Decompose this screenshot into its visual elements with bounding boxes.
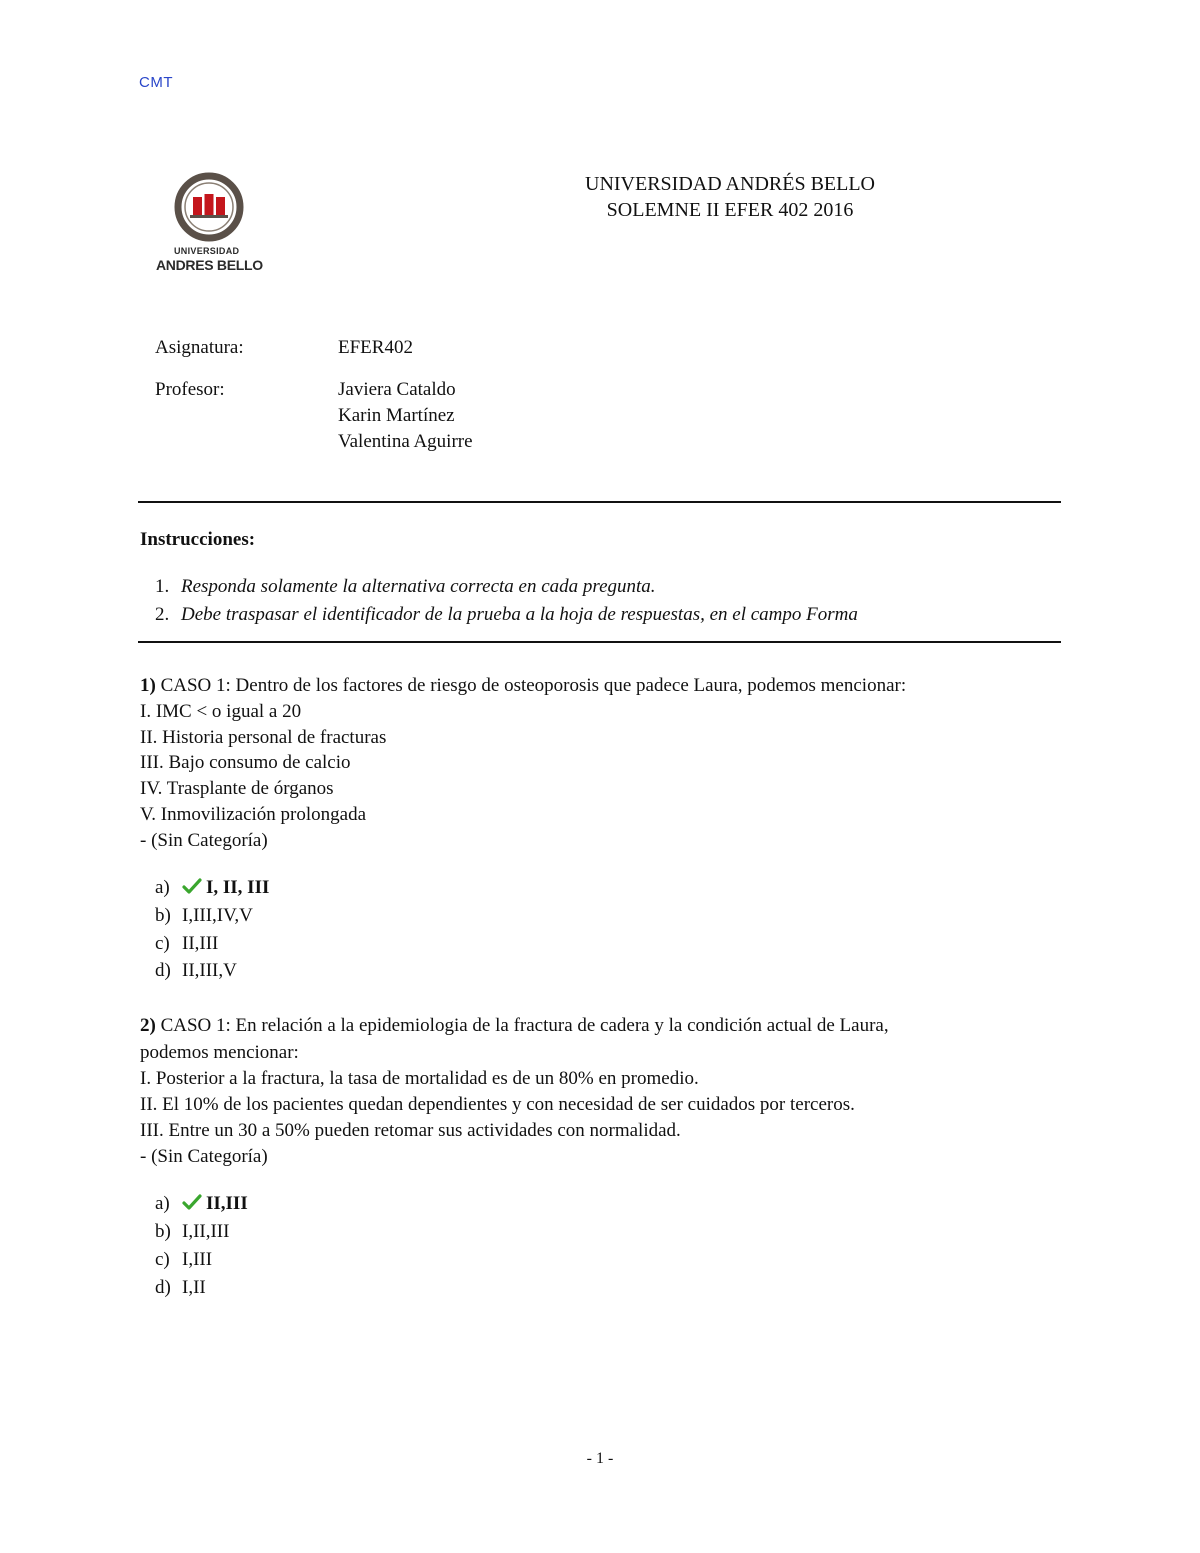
option-letter: c)	[155, 933, 170, 954]
option-letter: d)	[155, 960, 171, 981]
check-icon	[182, 1194, 202, 1210]
answer-option	[155, 1249, 212, 1271]
logo-line-2: ANDRES BELLO	[156, 257, 263, 273]
option-text: I,III	[182, 1249, 213, 1270]
question-1-category: - (Sin Categoría)	[140, 830, 268, 851]
teacher-name: Valentina Aguirre	[338, 431, 473, 452]
university-logo	[152, 170, 267, 275]
instruction-text: Responda solamente la alternativa correcta en cada pregunta.	[181, 576, 656, 597]
answer-option-correct	[155, 877, 269, 899]
exam-title: SOLEMNE II EFER 402 2016	[606, 199, 854, 221]
question-2-statement: III. Entre un 30 a 50% pueden retomar sus actividades con normalidad.	[140, 1120, 681, 1141]
question-1-statement: V. Inmovilización prolongada	[140, 804, 367, 825]
question-2-category: - (Sin Categoría)	[140, 1146, 268, 1167]
question-1-statement: IV. Trasplante de órganos	[140, 778, 334, 799]
header-mark: CMT	[139, 74, 173, 91]
page-number: - 1 -	[586, 1450, 614, 1467]
question-2-statement: II. El 10% de los pacientes quedan dependientes y con necesidad de ser cuidados por terceros.	[140, 1094, 855, 1115]
instruction-item	[155, 604, 858, 626]
instruction-number: 2.	[155, 604, 170, 625]
answer-option	[155, 933, 218, 955]
question-1-stem	[140, 675, 906, 697]
question-1-statement: III. Bajo consumo de calcio	[140, 752, 351, 773]
university-name: UNIVERSIDAD ANDRÉS BELLO	[585, 173, 875, 195]
check-icon	[182, 878, 202, 894]
question-2-stem-cont: podemos mencionar:	[140, 1042, 299, 1063]
question-1-statement: I. IMC < o igual a 20	[140, 701, 302, 722]
subject-label: Asignatura:	[155, 337, 244, 358]
question-number: 2)	[140, 1015, 156, 1036]
option-letter: d)	[155, 1277, 171, 1298]
question-2-statement: I. Posterior a la fractura, la tasa de mortalidad es de un 80% en promedio.	[140, 1068, 699, 1089]
teacher-name: Karin Martínez	[338, 405, 455, 426]
answer-option	[155, 905, 253, 927]
option-letter: c)	[155, 1249, 170, 1270]
answer-option	[155, 960, 237, 982]
divider	[138, 641, 1061, 643]
answer-option	[155, 1277, 206, 1299]
option-letter: b)	[155, 905, 171, 926]
instructions-heading: Instrucciones:	[140, 529, 256, 550]
question-text: CASO 1: Dentro de los factores de riesgo de osteoporosis que padece Laura, podemos mencionar:	[160, 675, 907, 696]
teacher-name: Javiera Cataldo	[338, 379, 456, 400]
option-text: I,II,III	[182, 1221, 230, 1242]
divider	[138, 501, 1061, 503]
question-text: CASO 1: En relación a la epidemiologia de la fractura de cadera y la condición actual de Laura,	[160, 1015, 889, 1036]
question-1-statement: II. Historia personal de fracturas	[140, 727, 387, 748]
option-text: I, II, III	[206, 877, 270, 898]
answer-option-correct	[155, 1193, 248, 1215]
instruction-item	[155, 576, 656, 598]
instruction-text: Debe traspasar el identificador de la prueba a la hoja de respuestas, en el campo Forma	[181, 604, 858, 625]
university-seal-icon	[152, 170, 267, 245]
option-text: I,III,IV,V	[182, 905, 253, 926]
option-text: I,II	[182, 1277, 206, 1298]
question-number: 1)	[140, 675, 156, 696]
option-letter: b)	[155, 1221, 171, 1242]
option-text: II,III,V	[182, 960, 237, 981]
option-letter: a)	[155, 1193, 170, 1214]
answer-option	[155, 1221, 229, 1243]
subject-value: EFER402	[338, 337, 413, 358]
question-2-stem	[140, 1015, 889, 1037]
teacher-label: Profesor:	[155, 379, 225, 400]
option-letter: a)	[155, 877, 170, 898]
logo-line-1: UNIVERSIDAD	[174, 246, 240, 256]
instruction-number: 1.	[155, 576, 170, 597]
option-text: II,III	[182, 933, 219, 954]
option-text: II,III	[206, 1193, 248, 1214]
